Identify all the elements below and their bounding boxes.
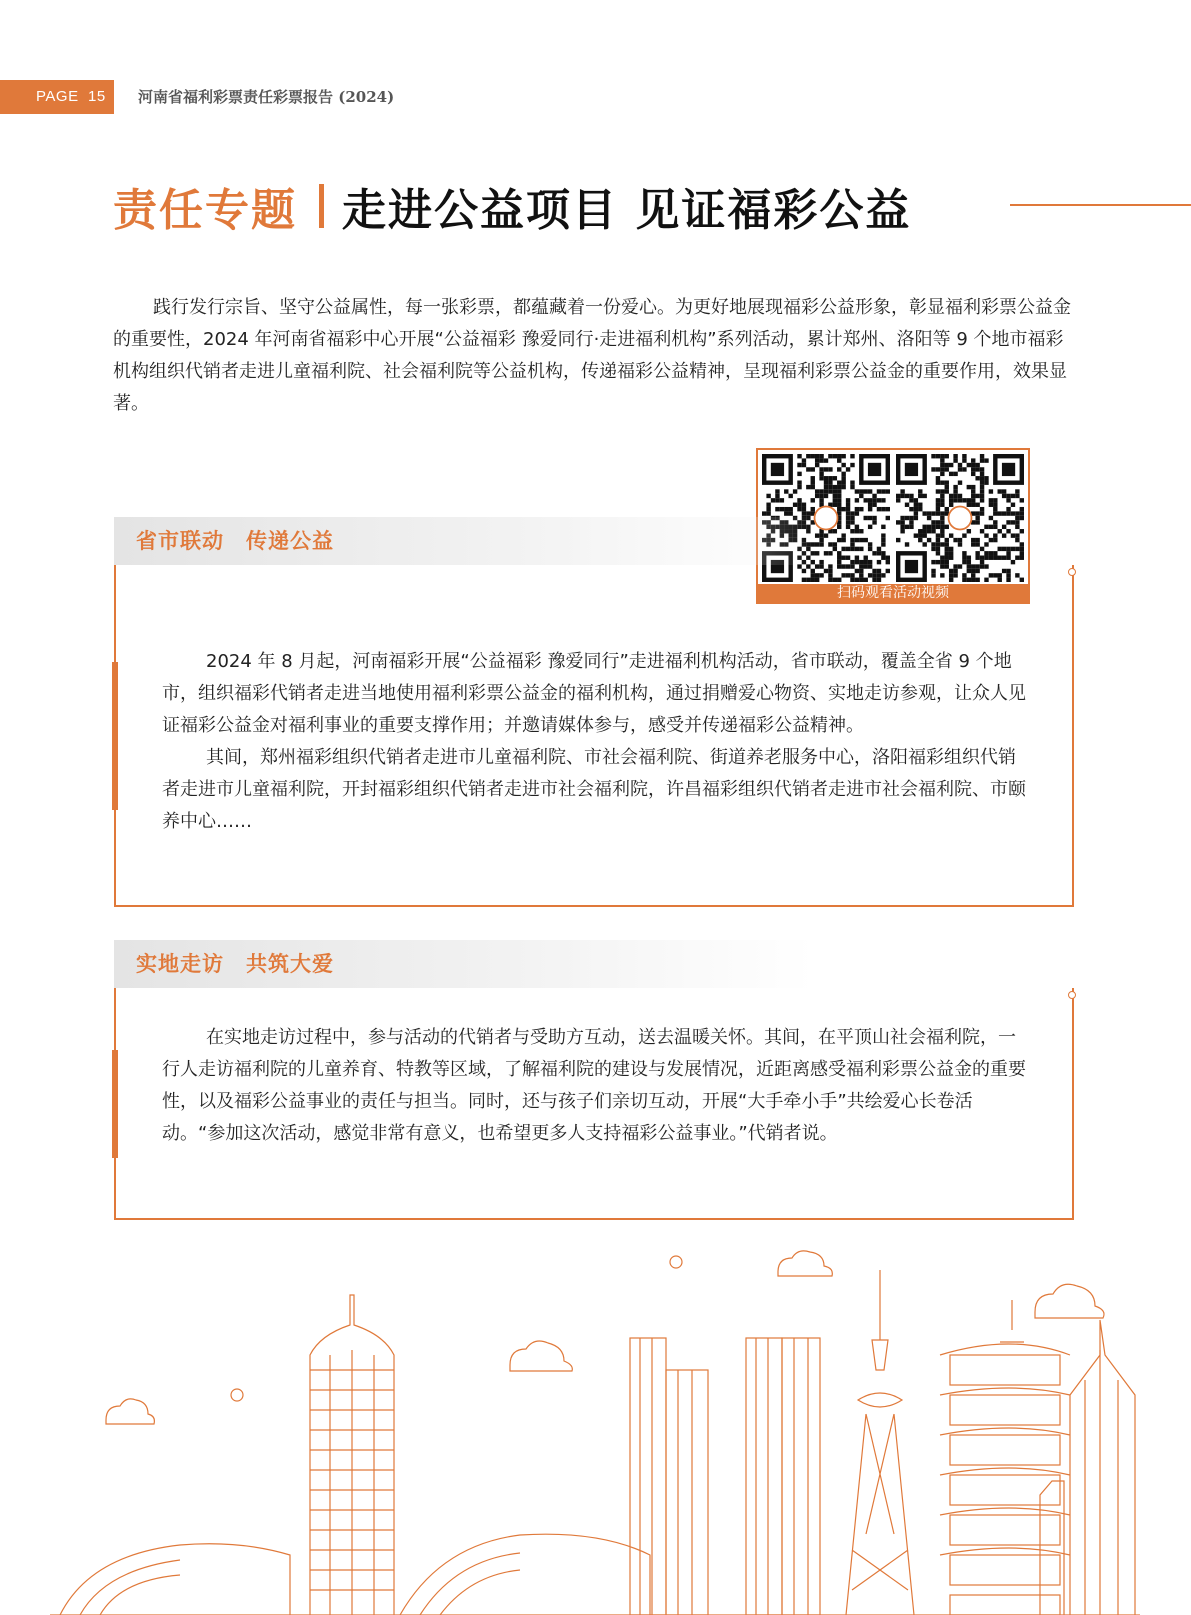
- report-title: 河南省福利彩票责任彩票报告 (2024): [138, 88, 395, 106]
- tower-bands: [310, 1350, 394, 1615]
- frame-accent-bar: [112, 662, 118, 810]
- qr-caption: 扫码观看活动视频: [758, 584, 1028, 602]
- title-rule: [1010, 204, 1191, 206]
- frame-dot: [1068, 568, 1076, 576]
- circle-decoration: [670, 1256, 682, 1268]
- cloud-icon: [106, 1251, 1104, 1424]
- intro-paragraph: 践行发行宗旨、坚守公益属性，每一张彩票，都蕴藏着一份爱心。为更好地展现福彩公益形象，彰显福利彩票公益金的重要性，2024 年河南省福彩中心开展“公益福彩 豫爱同行·走进福利机构”系列活动，累计郑州、洛阳等 9 个地市福彩机构组织代销者走进儿童福利院、社会福利院等公益机构，传递福彩公益精神，呈现福利彩票公益金的重要作用，效果显著。: [113, 297, 1071, 414]
- frame-accent-bar: [112, 1050, 118, 1158]
- title-divider: [319, 184, 324, 228]
- page-title-category: 责任专题: [113, 185, 297, 236]
- section-heading-1: [114, 517, 814, 565]
- pagoda: [940, 1300, 1070, 1615]
- page-tag: [0, 80, 114, 114]
- page-title-topic: 走进公益项目 见证福彩公益: [342, 185, 912, 236]
- section-heading-text: 省市联动 传递公益: [136, 529, 334, 553]
- page-number: 15: [88, 88, 106, 105]
- frame-dot: [1068, 991, 1076, 999]
- paragraph: 2024 年 8 月起，河南福彩开展“公益福彩 豫爱同行”走进福利机构活动，省市联动，覆盖全省 9 个地市，组织福彩代销者走进当地使用福利彩票公益金的福利机构，通过捐赠爱心物资、实地走访参观，让众人见证福彩公益金对福利事业的重要支撑作用；并邀请媒体参与，感受并传递福彩公益精神。: [162, 651, 1026, 736]
- qr-code-icon: [896, 454, 1024, 582]
- section-body-1: [162, 646, 1030, 838]
- section-heading-2: [114, 940, 814, 988]
- section-heading-text: 实地走访 共筑大爱: [136, 952, 334, 976]
- city-skyline-illustration: [0, 1230, 1191, 1615]
- tower-lines: [640, 1338, 808, 1615]
- section-body-2: [162, 1022, 1030, 1150]
- page-title: [113, 176, 911, 236]
- page-label: PAGE: [36, 88, 79, 105]
- circle-decoration: [231, 1389, 243, 1401]
- paragraph: 在实地走访过程中，参与活动的代销者与受助方互动，送去温暖关怀。其间，在平顶山社会福利院，一行人走访福利院的儿童养育、特教等区域，了解福利院的建设与发展情况，近距离感受福利彩票公益金的重要性，以及福彩公益事业的责任与担当。同时，还与孩子们亲切互动，开展“大手牵小手”共绘爱心长卷活动。“参加这次活动，感觉非常有意义，也希望更多人支持福彩公益事业。”代销者说。: [162, 1027, 1026, 1144]
- paragraph: 其间，郑州福彩组织代销者走进市儿童福利院、市社会福利院、街道养老服务中心，洛阳福彩组织代销者走进市儿童福利院，开封福彩组织代销者走进市社会福利院，许昌福彩组织代销者走进市社会福利院、市颐养中心……: [162, 747, 1026, 832]
